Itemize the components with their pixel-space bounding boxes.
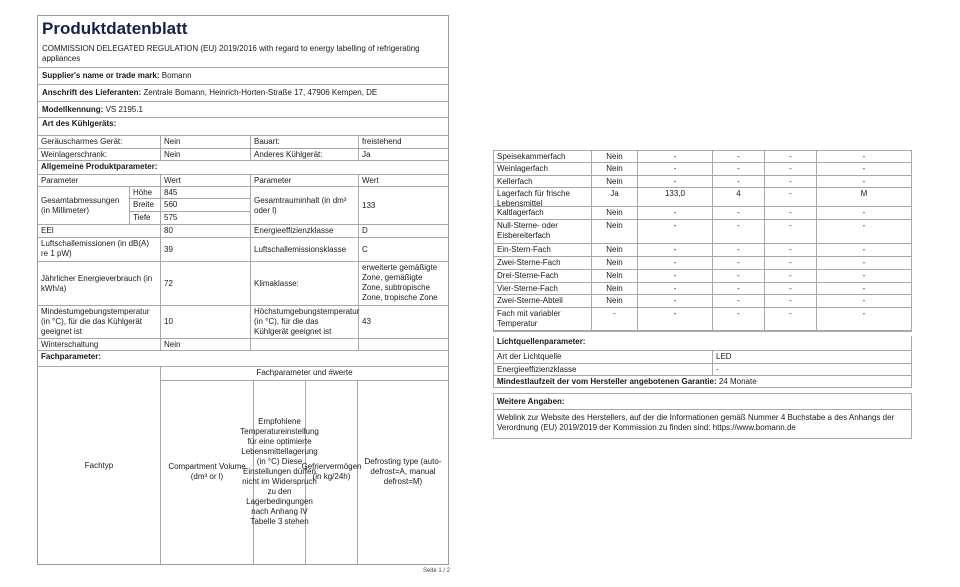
compartment-temp: 4 xyxy=(713,188,765,206)
col-volume: Compartment Volume (dm³ or l) xyxy=(161,380,254,564)
datasheet-page-1 xyxy=(37,15,449,565)
compartment-name: Zwei-Sterne-Fach xyxy=(494,257,592,269)
compartment-name: Fach mit variabler Temperatur xyxy=(494,308,592,330)
compartment-defrost: - xyxy=(862,208,866,217)
compartment-volume: 133,0 xyxy=(638,188,713,206)
compartment-name: Weinlagerfach xyxy=(494,163,592,175)
winter-label: Winterschaltung xyxy=(38,339,161,350)
compartment-freeze: - xyxy=(765,244,817,256)
warranty-line xyxy=(494,376,911,388)
compartment-freeze: - xyxy=(765,207,817,219)
table-row xyxy=(494,176,911,188)
compartment-temp: - xyxy=(713,270,765,282)
compartment-present: Nein xyxy=(592,163,638,175)
compartment-present: Nein xyxy=(592,283,638,294)
more-heading: Weitere Angaben: xyxy=(497,397,565,406)
compartments-header xyxy=(38,367,448,564)
compartment-freeze: - xyxy=(765,308,817,330)
compartment-temp: - xyxy=(713,220,765,243)
page-title: Produktdatenblatt xyxy=(42,19,188,38)
compartment-present: Nein xyxy=(592,257,638,269)
compartment-freeze: - xyxy=(765,188,817,206)
type-row-1 xyxy=(38,136,448,149)
model-line xyxy=(42,105,143,115)
compartment-present: Nein xyxy=(592,151,638,162)
compartment-name: Null-Sterne- oder Eisbereiterfach xyxy=(494,220,592,243)
compartment-present: Nein xyxy=(592,270,638,282)
light-table xyxy=(493,336,912,388)
address-label: Anschrift des Lieferanten: xyxy=(42,88,142,97)
compartment-defrost: - xyxy=(862,284,866,293)
compartment-volume: - xyxy=(638,220,713,243)
table-row xyxy=(494,188,911,207)
table-row xyxy=(494,220,911,244)
temp-row xyxy=(38,306,448,339)
compartment-freeze: - xyxy=(765,257,817,269)
climate-label: Klimaklasse: xyxy=(251,262,359,305)
compartment-name: Vier-Sterne-Fach xyxy=(494,283,592,294)
more-info-table xyxy=(493,393,912,439)
compartment-volume: - xyxy=(638,295,713,307)
compartment-volume: - xyxy=(638,176,713,187)
noise-row xyxy=(38,238,448,262)
depth-value: 575 xyxy=(164,213,178,222)
compartment-present: Nein xyxy=(592,220,638,243)
compartment-volume: - xyxy=(638,308,713,330)
min-temp-value: 10 xyxy=(161,306,251,338)
compartment-present: Nein xyxy=(592,176,638,187)
compartment-name: Kaltlagerfach xyxy=(494,207,592,219)
compartment-defrost: M xyxy=(860,189,868,198)
compartment-volume: - xyxy=(638,283,713,294)
compartment-present: Ja xyxy=(592,188,638,206)
compartment-defrost: - xyxy=(862,258,866,267)
compartments-heading: Fachparameter: xyxy=(41,352,102,361)
max-temp-value: 43 xyxy=(362,317,371,326)
table-row xyxy=(494,295,911,308)
light-class-value: - xyxy=(716,365,719,374)
table-row xyxy=(494,270,911,283)
dims-row xyxy=(38,187,448,225)
compartment-name: Lagerfach für frische Lebensmittel xyxy=(494,188,592,206)
compartment-table xyxy=(493,150,912,332)
compartment-name: Kellerfach xyxy=(494,176,592,187)
compartment-name: Ein-Stern-Fach xyxy=(494,244,592,256)
height-value: 845 xyxy=(161,187,250,199)
depth-label: Tiefe xyxy=(133,213,151,222)
compartment-volume: - xyxy=(638,270,713,282)
compartment-temp: - xyxy=(713,151,765,162)
compartment-defrost: - xyxy=(862,152,866,161)
compartment-temp: - xyxy=(713,283,765,294)
light-heading: Lichtquellenparameter: xyxy=(497,337,586,346)
compartment-defrost: - xyxy=(862,309,866,318)
climate-value: erweiterte gemäßigte Zone, gemäßigte Zone, subtropische Zone, tropische Zone xyxy=(362,263,438,302)
compartment-temp: - xyxy=(713,176,765,187)
compartment-freeze: - xyxy=(765,176,817,187)
compartment-defrost: - xyxy=(862,296,866,305)
table-row xyxy=(494,207,911,220)
warranty-value: 24 Monate xyxy=(718,377,757,386)
table-row xyxy=(494,151,911,163)
compartment-name: Zwei-Sterne-Abteil xyxy=(494,295,592,307)
header-value: Wert xyxy=(161,175,251,186)
dims-values xyxy=(161,187,251,224)
compartment-volume: - xyxy=(638,244,713,256)
warranty-label: Mindestlaufzeit der vom Hersteller angebotenen Garantie: xyxy=(497,377,717,386)
header-param-2: Parameter xyxy=(251,175,359,186)
compartment-defrost: - xyxy=(862,221,866,230)
light-type-value: LED xyxy=(716,352,732,361)
col-type: Fachtyp xyxy=(38,367,161,564)
col-group xyxy=(161,367,448,564)
table-row xyxy=(494,163,911,176)
compartment-defrost: - xyxy=(862,164,866,173)
energy-label: Jährlicher Energieverbrauch (in kWh/a) xyxy=(38,262,161,305)
wine-label: Weinlagerschrank: xyxy=(38,149,161,160)
width-value: 560 xyxy=(161,199,250,212)
table-row xyxy=(494,308,911,331)
other-value: Ja xyxy=(362,150,371,159)
compartment-defrost: - xyxy=(862,177,866,186)
low-noise-value: Nein xyxy=(161,136,251,148)
eec-label: Energieeffizienzklasse xyxy=(251,225,359,237)
min-temp-label: Mindestumgebungstemperatur (in °C), für die das Kühlgerät geeignet ist xyxy=(38,306,161,338)
general-header-row xyxy=(38,175,448,187)
noise-class-value: C xyxy=(362,244,368,254)
address-value: Zentrale Bomann, Heinrich-Horten-Straße 17, 47906 Kempen, DE xyxy=(143,88,378,97)
eei-row xyxy=(38,225,448,238)
supplier-label: Supplier's name or trade mark: xyxy=(42,71,160,80)
compartment-defrost: - xyxy=(862,271,866,280)
compartment-temp: - xyxy=(713,257,765,269)
compartment-present: Nein xyxy=(592,295,638,307)
table-row xyxy=(494,257,911,270)
address-line xyxy=(42,88,377,98)
table-row xyxy=(494,244,911,257)
eei-label: EEI xyxy=(38,225,161,237)
energy-row xyxy=(38,262,448,306)
general-heading-row xyxy=(38,161,448,175)
table-row xyxy=(494,283,911,295)
max-temp-label: Höchstumgebungstemperatur (in °C), für die das Kühlgerät geeignet ist xyxy=(251,306,359,338)
compartment-name: Speisekammerfach xyxy=(494,151,592,162)
compartment-temp: - xyxy=(713,207,765,219)
eec-value: D xyxy=(362,226,368,235)
compartment-volume: - xyxy=(638,151,713,162)
compartment-freeze: - xyxy=(765,220,817,243)
height-label: Höhe xyxy=(130,187,160,199)
col-temp: Empfohlene Temperatureinstellung für eine optimierte Lebensmittellagerung (in °C) Diese Einstellungen dürfen nicht im Widerspruch zu den Lagerbedingungen nach Anhang IV Tabelle 3 stehen xyxy=(254,380,306,564)
model-value: VS 2195.1 xyxy=(105,105,143,114)
winter-value: Nein xyxy=(161,339,251,350)
dims-sublabels xyxy=(130,187,161,224)
light-class-label: Energieeffizienzklasse xyxy=(494,364,713,375)
compartment-freeze: - xyxy=(765,151,817,162)
compartment-temp: - xyxy=(713,163,765,175)
compartment-volume: - xyxy=(638,257,713,269)
compartment-present: - xyxy=(592,308,638,330)
compartment-freeze: - xyxy=(765,270,817,282)
compartment-freeze: - xyxy=(765,163,817,175)
header-param: Parameter xyxy=(38,175,161,186)
compartment-volume: - xyxy=(638,207,713,219)
noise-value: 39 xyxy=(161,238,251,261)
more-text: Weblink zur Website des Herstellers, auf der die Informationen gemäß Nummer 4 Buchstabe a des Anhangs der Verordnung (EU) 2019/2019 der Kommission zu finden sind: https://www.bomann.de xyxy=(497,413,895,432)
supplier-value: Bomann xyxy=(161,71,192,80)
type-heading: Art des Kühlgeräts: xyxy=(42,119,117,128)
header-value-2: Wert xyxy=(362,176,379,185)
low-noise-label: Geräuscharmes Gerät: xyxy=(38,136,161,148)
col-freeze: Gefriervermögen (in kg/24h) xyxy=(306,380,358,564)
compartment-volume: - xyxy=(638,163,713,175)
dims-label: Gesamtabmessungen (in Millimeter) xyxy=(38,187,130,224)
compartment-freeze: - xyxy=(765,283,817,294)
wine-value: Nein xyxy=(161,149,251,160)
light-type-label: Art der Lichtquelle xyxy=(494,351,713,363)
compartment-present: Nein xyxy=(592,244,638,256)
supplier-line xyxy=(42,71,192,81)
width-label: Breite xyxy=(130,199,160,212)
volume-value: 133 xyxy=(362,200,376,210)
general-heading: Allgemeine Produktparameter: xyxy=(41,162,158,171)
noise-label: Luftschallemissionen (in dB(A) re 1 pW) xyxy=(38,238,161,261)
compartment-temp: - xyxy=(713,295,765,307)
compartment-name: Drei-Sterne-Fach xyxy=(494,270,592,282)
compartments-heading-row xyxy=(38,351,448,367)
regulation-text: COMMISSION DELEGATED REGULATION (EU) 2019/2016 with regard to energy labelling of refrigerating appliances xyxy=(42,44,420,63)
type-row-2 xyxy=(38,149,448,161)
compartment-present: Nein xyxy=(592,207,638,219)
design-value: freistehend xyxy=(362,137,402,146)
winter-row xyxy=(38,339,448,351)
compartment-temp: - xyxy=(713,244,765,256)
eei-value: 80 xyxy=(161,225,251,237)
design-label: Bauart: xyxy=(251,136,359,148)
volume-label: Gesamtrauminhalt (in dm³ oder l) xyxy=(251,187,359,224)
energy-value: 72 xyxy=(161,262,251,305)
compartment-defrost: - xyxy=(862,245,866,254)
col-defrost: Defrosting type (auto-defrost=A, manual defrost=M) xyxy=(364,457,442,486)
compartment-temp: - xyxy=(713,308,765,330)
other-label: Anderes Kühlgerät: xyxy=(251,149,359,160)
group-header: Fachparameter und #werte xyxy=(161,367,448,381)
model-label: Modellkennung: xyxy=(42,105,104,114)
page-number: Seite 1 / 2 xyxy=(423,568,451,574)
compartment-freeze: - xyxy=(765,295,817,307)
noise-class-label: Luftschallemissionsklasse xyxy=(251,238,359,261)
